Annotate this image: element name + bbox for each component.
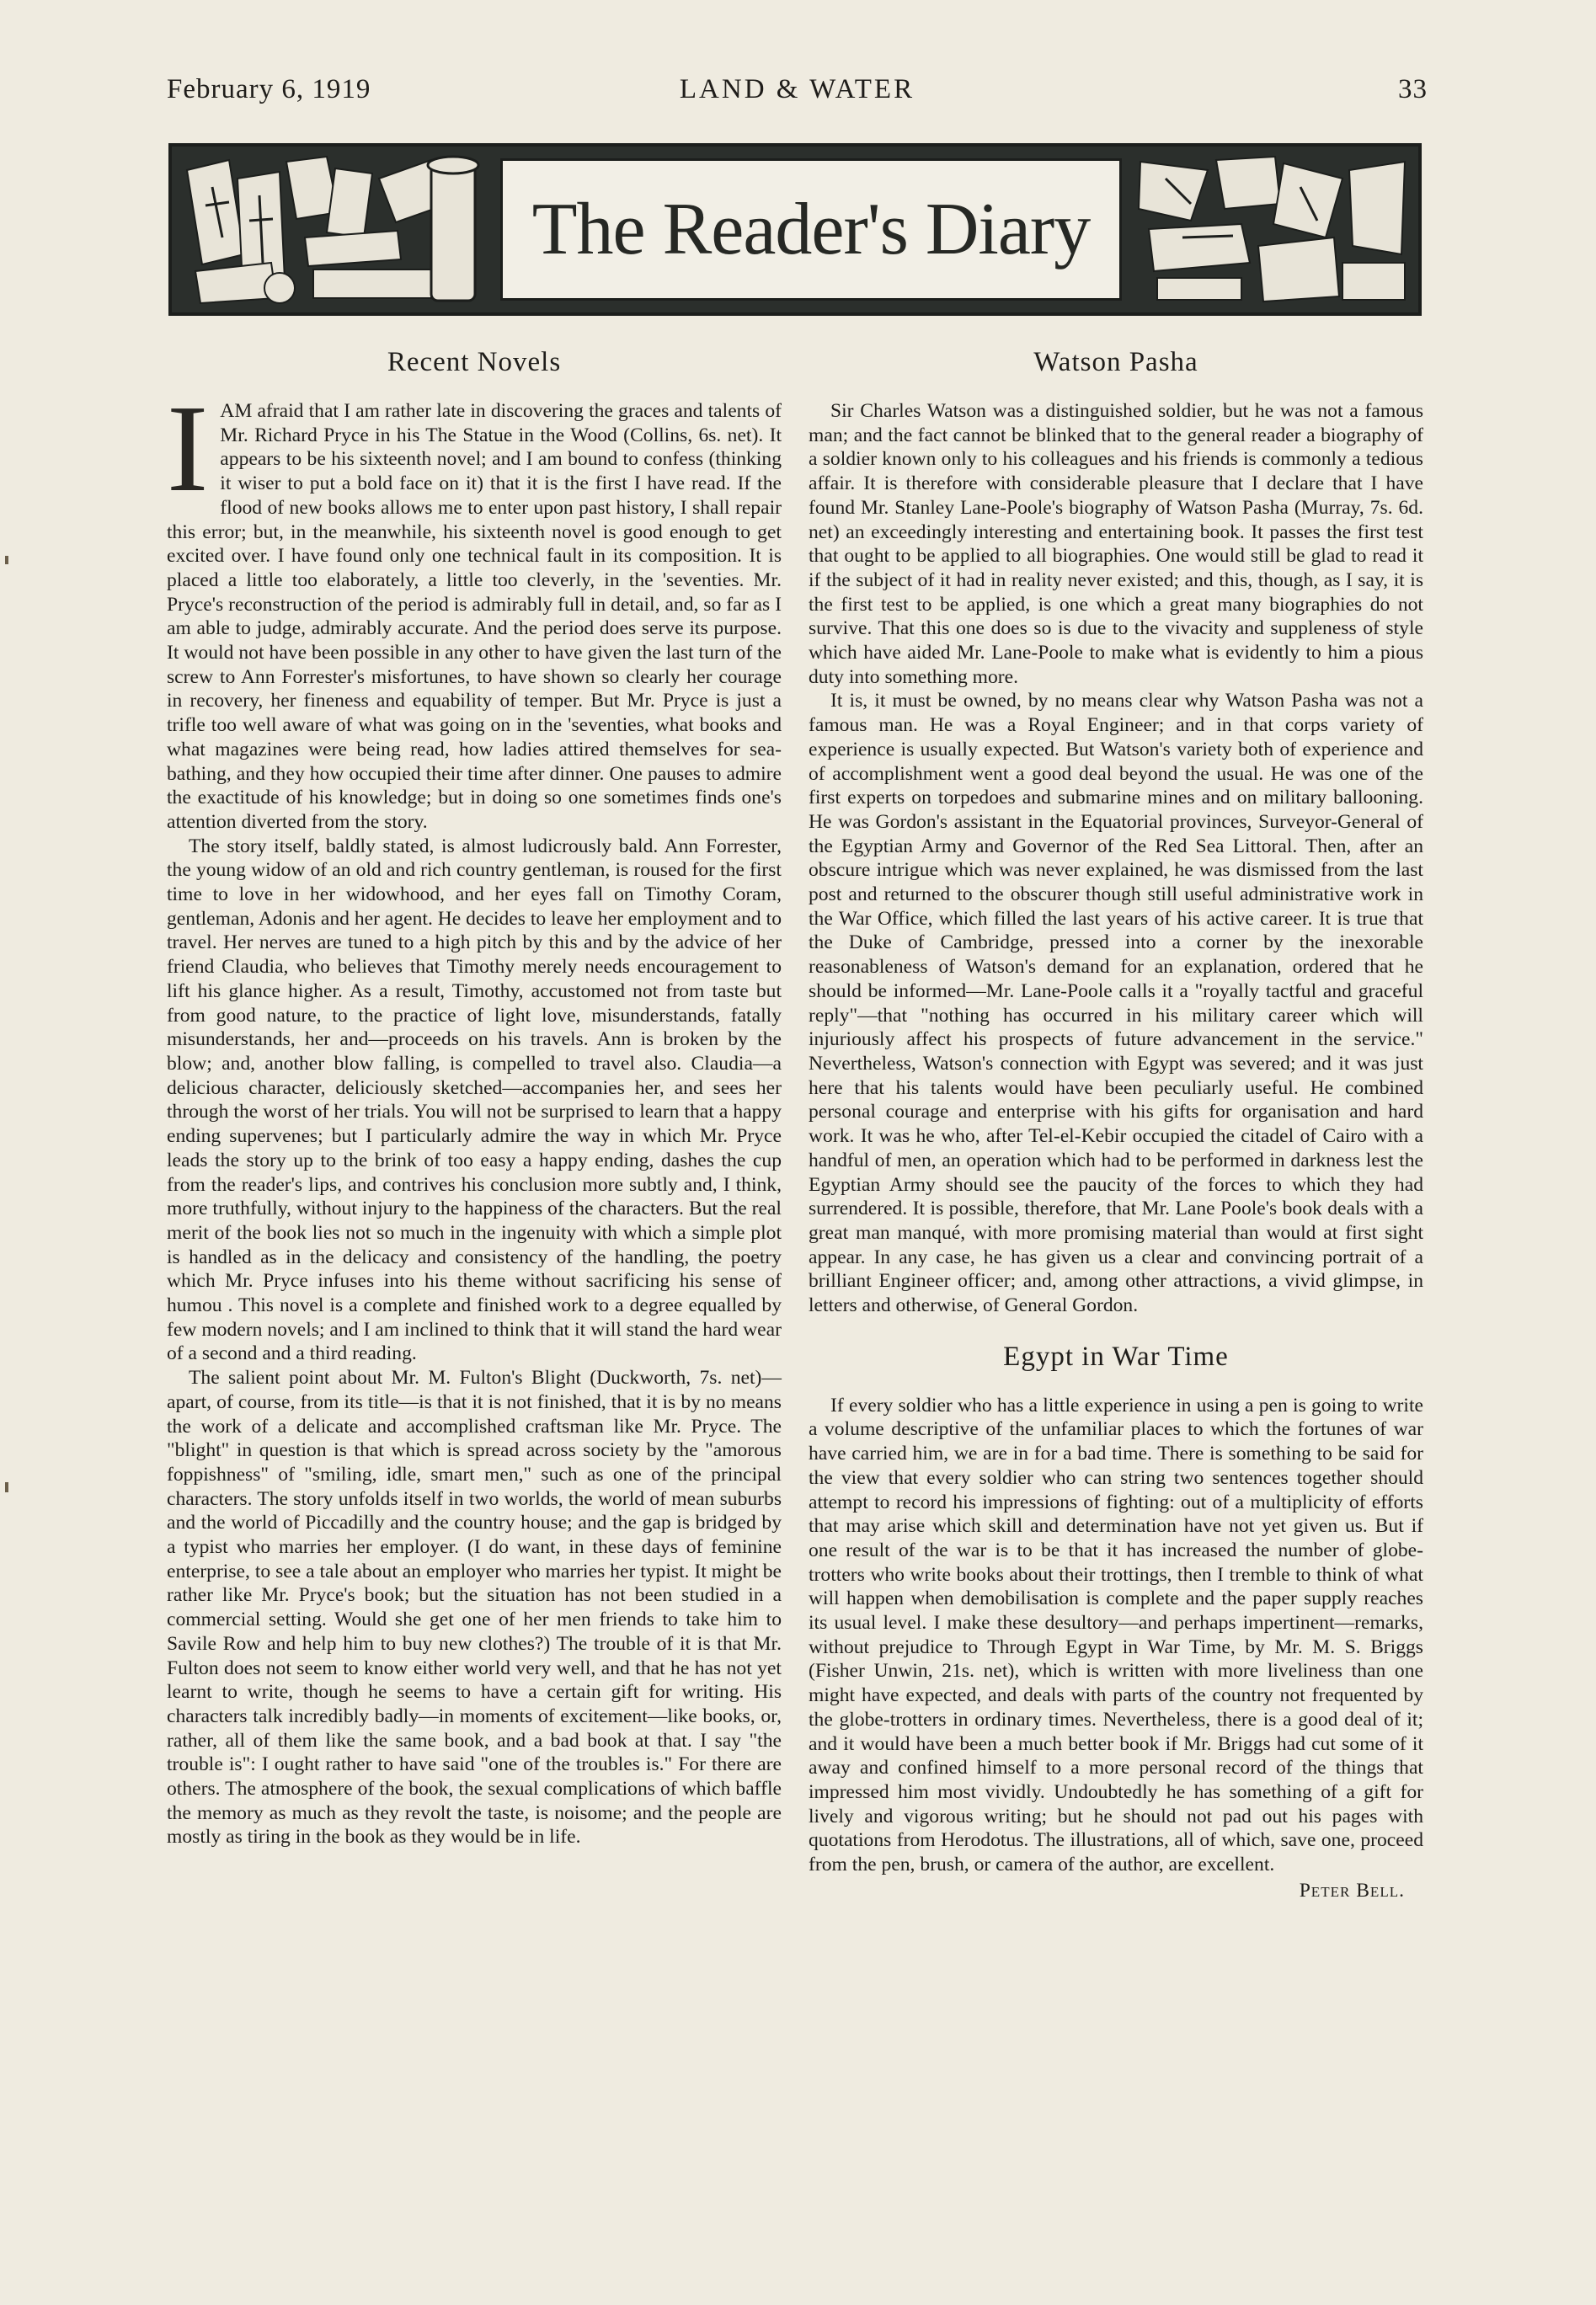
- page-edge-mark: [5, 556, 8, 564]
- right-column: [809, 345, 1423, 1902]
- recent-novels-heading: Recent Novels: [387, 347, 562, 377]
- banner-title-plate: [500, 158, 1122, 301]
- article-paragraph: [167, 380, 782, 835]
- watson-pasha-heading: Watson Pasha: [1033, 347, 1198, 377]
- article-paragraph: The story itself, baldly stated, is almost ludicrously bald. Ann Forrester, the young widow of an old and rich country gentleman, is roused for the first time to love in her widowhood, and her eyes fall on Timothy Coram, gentleman, Adonis and her agent. He decides to leave her employment and to travel. Her nerves are tuned to a high pitch by this and by the advice of her friend Claudia, who believes that Timothy merely needs encouragement to lift his glance higher. As a result, Timothy, accustomed not from taste but from good nature, to the practice of light love, misunderstands, fatally misunderstands, her and—proceeds on his travels. Ann is broken by the blow; and, another blow falling, is compelled to travel also. Claudia—a delicious character, deliciously sketched—accompanies her, and sees her through the worst of her trials. You will not be surprised to learn that a happy ending supervenes; but I particularly admire the way in which Mr. Pryce leads the story up to the brink of too easy a happy ending, dashes the cup from the reader's lips, and contrives his conclusion more subtly and, I think, more truthfully, without injury to the happiness of the characters. But the real merit of the book lies not so much in the ingenuity with which a simple plot is handled as in the delicacy and consistency of the handling, the poetry which Mr. Pryce infuses into his theme without sacrificing his sense of humou . This novel is a complete and finished work to a degree equalled by few modern novels; and I am inclined to think that it will stand the hard wear of a second and a third reading.: [167, 835, 782, 1365]
- article-paragraph: It is, it must be owned, by no means clear why Watson Pasha was not a famous man. He was a Royal Engineer; and in that corps variety of experience is usually expected. But Watson's variety both of experience and of accomplishment went a good deal beyond the usual. He was one of the first experts on torpedoes and submarine mines and on military ballooning. He was Gordon's assistant in the Equatorial provinces, Surveyor-General of the Egyptian Army and Governor of the Red Sea Littoral. Then, after an obscure intrigue which was never explained, he was dismissed from the last post and returned to the obscurer though still useful administrative work in the War Office, which filled the last years of his active career. It is true that the Duke of Cambridge, pressed into a corner by the inexorable reasonableness of Watson's demand for an explanation, ordered that he should be informed—Mr. Lane-Poole calls it a "royally tactful and graceful reply"—that "nothing has occurred in his military career which will injuriously affect his prospects of future advancement in the service." Nevertheless, Watson's connection with Egypt was severed; and it was just here that his talents would have been peculiarly useful. He combined personal courage and enterprise with his gifts for organisation and hard work. It was he who, after Tel-el-Kebir occupied the citadel of Cairo with a handful of men, an operation which had to be performed in darkness lest the Egyptian Army should see the paucity of the forces to which they had surrendered. It is possible, therefore, that Mr. Lane Poole's book deals with a great man manqué, with more promising material than would at first sight appear. In any case, he has given us a clear and convincing portrait of a brilliant Engineer officer; and, among other attractions, a vivid glimpse, in letters and otherwise, of General Gordon.: [809, 690, 1423, 1317]
- running-head: [167, 74, 1428, 113]
- section-title: The Reader's Diary: [531, 189, 1091, 270]
- section-banner: [168, 143, 1422, 316]
- article-paragraph: Sir Charles Watson was a distinguished soldier, but he was not a famous man; and the fact cannot be blinked that to the general reader a biography of a soldier known only to his colleagues and his friends is commonly a tedious affair. It is therefore with considerable pleasure that I declare that I have found Mr. Stanley Lane-Poole's biography of Watson Pasha (Murray, 7s. 6d. net) an exceedingly interesting and entertaining book. It passes the first test that ought to be applied to all biographies. One would still be glad to read it if the subject of it had in reality never existed; and this, though, as I say, it is the first test to be applied, is one which a great many biographies do not survive. That this one does so is due to the vivacity and suppleness of style which have aided Mr. Lane-Poole to make what is evidently to him a pious duty into something more.: [809, 400, 1423, 688]
- drop-cap: I: [167, 380, 209, 518]
- article-paragraph: If every soldier who has a little experience in using a pen is going to write a volume descriptive of the unfamiliar places to which the fortunes of war have carried him, we are in for a bad time. There is something to be said for the view that every soldier who can string two sentences together should attempt to record his impressions of fighting: out of a multiplicity of efforts that may arise which skill and determination have not yet given us. But if one result of the war is to be that it has increased the number of globe-trotters who write books about their trottings, then I tremble to think of what will happen when demobilisation is complete and the paper supply reaches its usual level. I make these desultory—and perhaps impertinent—remarks, without prejudice to Through Egypt in War Time, by Mr. M. S. Briggs (Fisher Unwin, 21s. net), which is written with more liveliness than one might have expected, and deals with parts of the country not frequented by the globe-trotters in ordinary times. Nevertheless, there is a good deal of it; and it would have been a much better book if Mr. Briggs had cut some of it away and confined himself to a more personal record of the things that impressed him most vividly. Undoubtedly he has something of a gift for lively and vigorous writing; but he should not pad out his pages with quotations from Herodotus. The illustrations, all of which, save one, proceed from the pen, brush, or camera of the author, are excellent.: [809, 1394, 1423, 1876]
- paragraph-text: AM afraid that I am rather late in discovering the graces and talents of Mr. Richard Pryce in his The Statue in the Wood (Collins, 6s. net). It appears to be his sixteenth novel; and I am bound to confess (thinking it wiser to put a bold face on it) that it is the first I have read. If the flood of new books allows me to enter upon past history, I shall repair this error; but, in the meanwhile, his sixteenth novel is good enough to get excited over. I have found only one technical fault in its composition. It is placed a little too elaborately, a little too cleverly, in the 'seventies. Mr. Pryce's reconstruction of the period is admirably full in detail, and, so far as I am able to judge, admirably accurate. And the period does serve its purpose. It would not have been possible in any other to have given the last turn of the screw to Ann Forrester's misfortunes, to have shown so clearly her courage in recovery, her fineness and equability of temper. But Mr. Pryce is just a trifle too well aware of what was going on in the 'seventies, what books and what magazines were being read, how ladies attired themselves for sea-bathing, and they how occupied their time after dinner. One pauses to admire the exactitude of his knowledge; but in doing so one sometimes finds one's attention diverted from the story.: [167, 400, 782, 833]
- left-column: [167, 345, 782, 1849]
- publication-name: LAND & WATER: [679, 74, 915, 104]
- author-signature: Peter Bell.: [1299, 1879, 1405, 1902]
- books-illustration-left: [179, 153, 492, 306]
- article-paragraph: The salient point about Mr. M. Fulton's Blight (Duckworth, 7s. net)—apart, of course, from its title—is that it is not finished, that it is by no means the work of a delicate and accomplished craftsman like Mr. Pryce. The "blight" in question is that which is spread across society by the "amorous foppishness" of "smiling, idle, smart men," such as one of the principal characters. The story unfolds itself in two worlds, the world of mean suburbs and the world of Piccadilly and the country house; and the gap is bridged by a typist who marries her employer. (I do want, in these days of feminine enterprise, to see a tale about an employer who marries her typist. It might be rather like Mr. Pryce's book; but the situation has not been studied in a commercial setting. Would she get one of her men friends to take him to Savile Row and help him to buy new clothes?) The trouble of it is that Mr. Fulton does not seem to know either world very well, and that he has not yet learnt to write, though he seems to have a certain gift for writing. His characters talk incredibly badly—in moments of excitement—like books, or, rather, all of them like the same book, and a bad book at that. I say "the trouble is": I ought rather to have said "one of the troubles is." For there are others. The atmosphere of the book, the sexual complications of which baffle the memory as much as they revolt the taste, is noisome; and the people are mostly as tiring in the book as they would be in life.: [167, 1367, 782, 1849]
- page-edge-mark: [5, 1482, 8, 1492]
- books-illustration-right: [1132, 153, 1412, 306]
- page-number: 33: [1398, 74, 1428, 104]
- issue-date: February 6, 1919: [167, 74, 371, 104]
- egypt-in-war-time-heading: Egypt in War Time: [1003, 1341, 1229, 1372]
